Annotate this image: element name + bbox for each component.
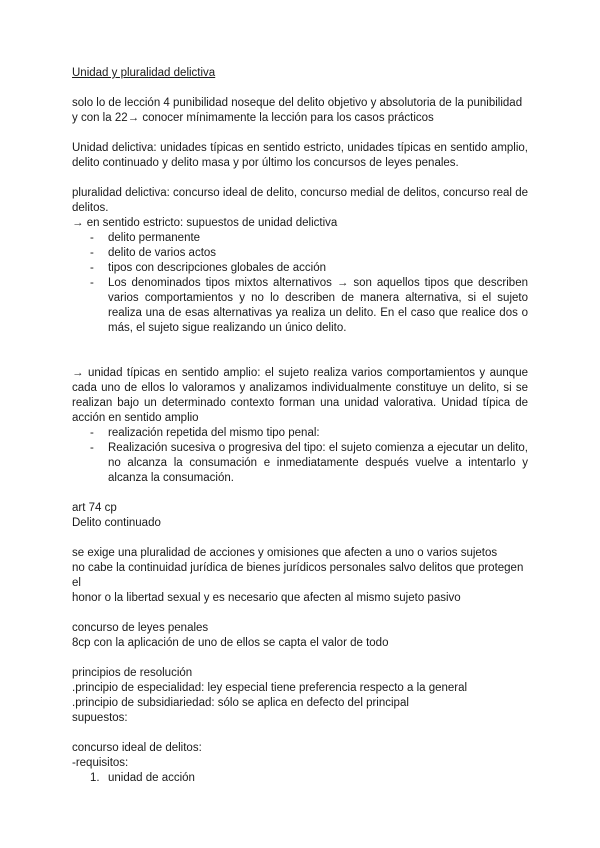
intro-line-1: solo lo de lección 4 punibilidad noseque del delito objetivo y absolutoria de la punibilidad [72,97,523,109]
exige-line-2: no cabe la continuidad jurídica de bienes jurídicos personales salvo delitos que protegen el [72,562,524,589]
list-item: - delito de varios actos [90,246,528,261]
document-page [72,66,528,786]
concurso-leyes-text: 8cp con la aplicación de uno de ellos se capta el valor de todo [72,637,389,649]
list-item: - tipos con descripciones globales de acción [90,261,528,276]
sentido-amplio-paragraph: → unidad típicas en sentido amplio: el sujeto realiza varios comportamientos y aunque cada uno de ellos lo valoramos y analizamos individualmente constituye un delito, si se realizan bajo un determinado contexto forman una unidad valorativa. Unidad típica de acción en sentido amplio [72,367,528,424]
principio-especialidad: .principio de especialidad: ley especial tiene preferencia respecto a la general [72,682,468,694]
principios-heading: principios de resolución [72,667,193,679]
list-number: 1. [90,772,100,784]
requisitos-list [72,771,528,786]
concurso-ideal-heading: concurso ideal de delitos: [72,742,202,754]
sentido-estricto-list [72,231,528,336]
list-item: - delito permanente [90,231,528,246]
list-item [90,771,528,786]
sentido-amplio-list [72,426,528,486]
delito-continuado-heading: Delito continuado [72,517,161,529]
intro-line-2: y con la 22→ conocer mínimamente la lección para los casos prácticos [72,112,434,124]
document-title: Unidad y pluralidad delictiva [72,67,216,79]
requisitos-label: -requisitos: [72,757,129,769]
exige-line-3: honor o la libertad sexual y es necesario que afecten al mismo sujeto pasivo [72,592,461,604]
concurso-leyes-heading: concurso de leyes penales [72,622,209,634]
list-item-text: unidad de acción [108,772,195,784]
list-item: - Los denominados tipos mixtos alternativos → son aquellos tipos que describen varios comportamientos y no lo describen de manera alternativa, si el sujeto realiza una de esas alternativas ya realiza un delito. En el caso que realice dos o más, el sujeto sigue realizando un único delito. [90,276,528,336]
exige-line-1: se exige una pluralidad de acciones y omisiones que afecten a uno o varios sujetos [72,547,498,559]
pluralidad-paragraph: pluralidad delictiva: concurso ideal de delito, concurso medial de delitos, concurso real de delitos. [72,187,528,214]
list-item: - realización repetida del mismo tipo penal: [90,426,528,441]
art-line: art 74 cp [72,502,117,514]
list-item: - Realización sucesiva o progresiva del tipo: el sujeto comienza a ejecutar un delito, no alcanza la consumación e inmediatamente después vuelve a intentarlo y alcanza la consumación. [90,441,528,486]
sentido-estricto-heading: → en sentido estricto: supuestos de unidad delictiva [72,217,338,229]
unidad-delictiva-paragraph: Unidad delictiva: unidades típicas en sentido estricto, unidades típicas en sentido amplio, delito continuado y delito masa y por último los concursos de leyes penales. [72,142,528,169]
supuestos-label: supuestos: [72,712,128,724]
principio-subsidiariedad: .principio de subsidiariedad: sólo se aplica en defecto del principal [72,697,409,709]
